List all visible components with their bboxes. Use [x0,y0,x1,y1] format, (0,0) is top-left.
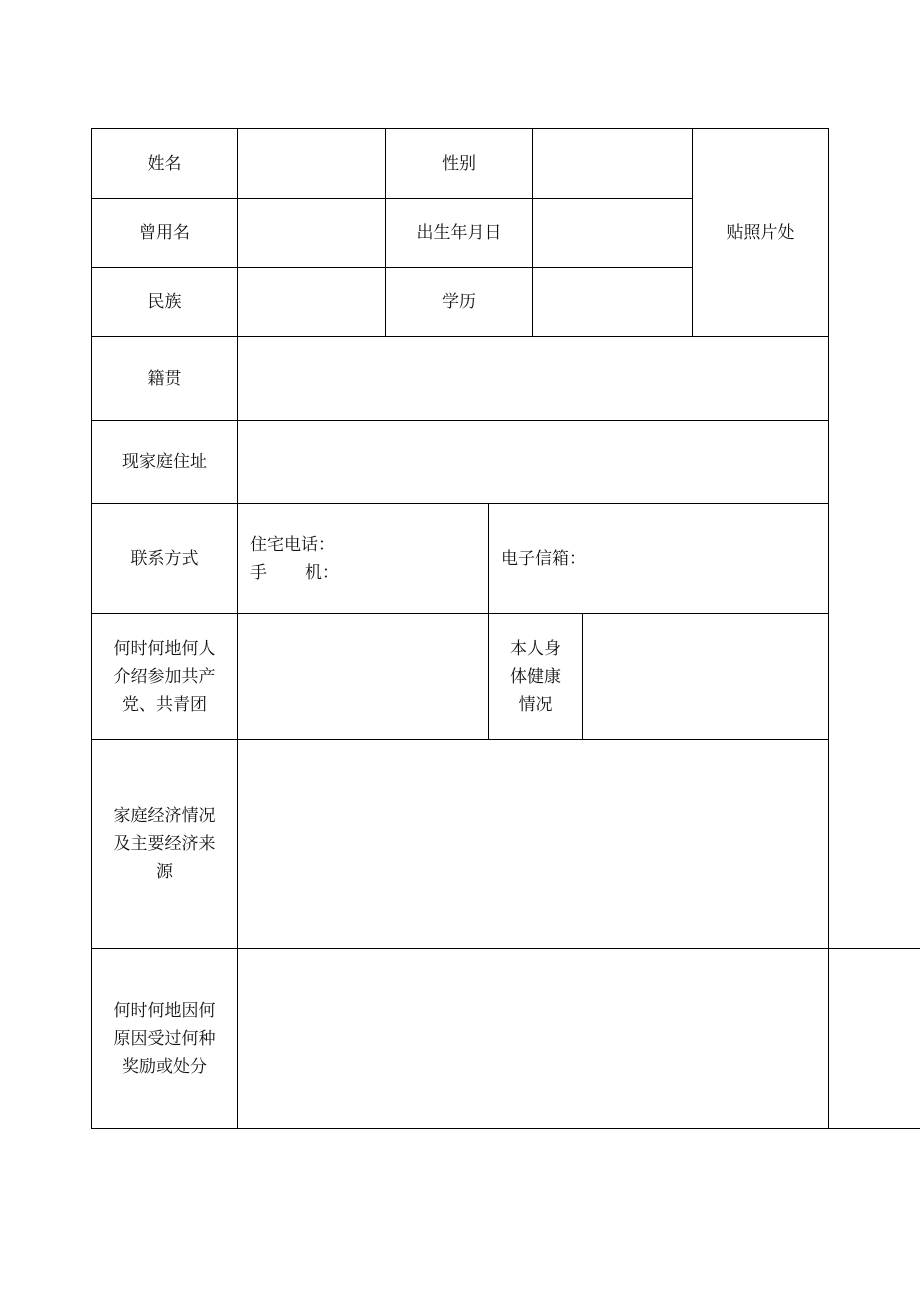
party-intro-line-2: 介绍参加共产 [113,666,216,687]
border-left [91,128,92,1129]
health-field[interactable] [583,614,828,739]
email-label-text: 电子信箱： [501,548,586,569]
mobile-label-part1: 手 [250,562,267,583]
birth-date-field[interactable] [533,199,692,267]
border-row6 [91,613,829,614]
former-name-label [92,199,237,267]
rewards-line-3: 奖励或处分 [122,1056,207,1077]
health-line-1: 本人身 [510,638,561,659]
border-row4 [91,420,829,421]
name-label-text: 姓名 [147,153,182,174]
home-address-label-text: 现家庭住址 [122,452,207,472]
photo-placeholder[interactable] [693,129,828,336]
border-bottom [91,1128,920,1129]
mobile-label [250,559,339,587]
native-place-field[interactable] [238,337,828,420]
photo-label-text: 贴照片处 [726,222,795,243]
gender-label [386,129,532,198]
border-col1 [237,128,238,1129]
native-place-label-text: 籍贯 [147,368,182,389]
rewards-line-2: 原因受过何种 [113,1028,216,1049]
former-name-field[interactable] [238,199,385,267]
home-phone-label: 住宅电话： [250,534,335,555]
border-row2 [91,267,692,268]
former-name-label-text: 曾用名 [139,223,190,243]
border-row3 [91,336,829,337]
gender-label-text: 性别 [442,153,476,174]
rewards-label [92,949,237,1128]
home-address-label [92,421,237,503]
border-right [828,128,829,1129]
border-row7 [91,739,829,740]
education-label-text: 学历 [442,292,476,312]
border-col3 [532,128,533,337]
family-economy-label [92,740,237,948]
name-field[interactable] [238,129,385,198]
email-field[interactable] [489,504,828,613]
party-intro-line-1: 何时何地何人 [113,638,216,659]
education-label [386,268,532,336]
contact-phones-field[interactable] [238,504,488,613]
education-field[interactable] [533,268,692,336]
mobile-label-part2: 机： [305,562,339,583]
party-intro-field[interactable] [238,614,488,739]
border-row1 [91,198,692,199]
birth-date-label-text: 出生年月日 [416,223,502,243]
party-intro-line-3: 党、共青团 [122,694,207,715]
border-row8 [91,948,920,949]
family-economy-field[interactable] [238,740,828,948]
border-row5 [91,503,829,504]
health-label [489,614,582,739]
border-col-health [582,613,583,740]
rewards-field[interactable] [238,949,828,1128]
health-line-2: 体健康 [510,666,561,687]
border-col4 [692,128,693,337]
ethnicity-label-text: 民族 [147,292,182,312]
gender-field[interactable] [533,129,692,198]
ethnicity-field[interactable] [238,268,385,336]
native-place-label [92,337,237,420]
contact-label [92,504,237,613]
family-economy-line-3: 源 [156,862,173,882]
family-economy-line-1: 家庭经济情况 [113,806,216,826]
contact-label-text: 联系方式 [130,548,199,569]
rewards-line-1: 何时何地因何 [113,1000,216,1021]
party-intro-label [92,614,237,739]
ethnicity-label [92,268,237,336]
name-label [92,129,237,198]
birth-date-label [386,199,532,267]
border-col-contact [488,503,489,740]
border-col2 [385,128,386,337]
border-top [91,128,829,129]
home-address-field[interactable] [238,421,828,503]
health-line-3: 情况 [518,694,553,715]
family-economy-line-2: 及主要经济来 [113,834,216,854]
